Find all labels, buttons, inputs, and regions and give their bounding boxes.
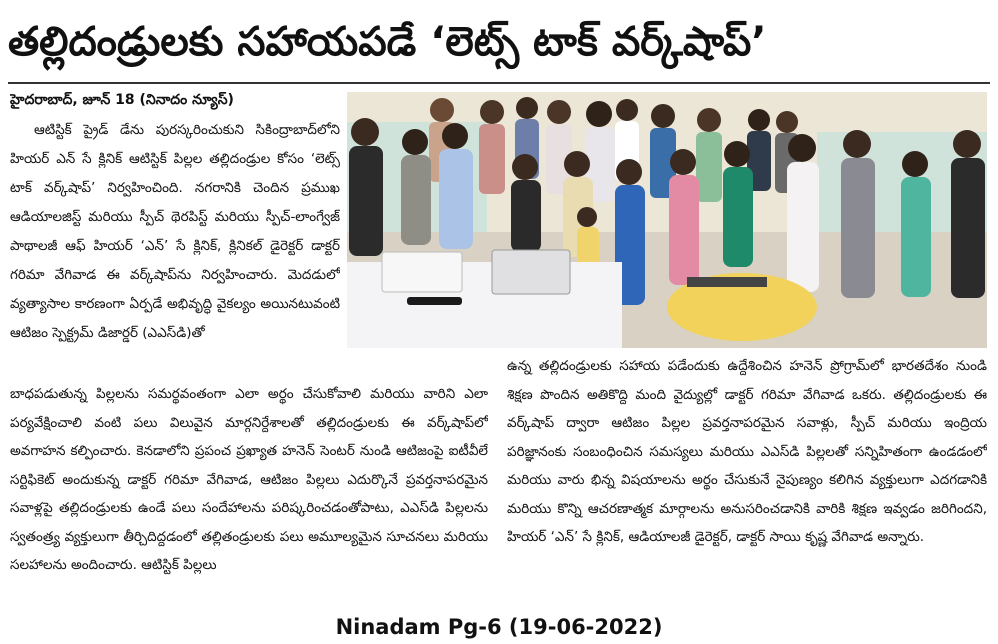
- photo-illustration: [347, 92, 987, 348]
- article-paragraph-left: ఆటిస్టిక్ ప్రైడ్ డేను పురస్కరించుకుని సికింద్రాబాద్‌లోని హియర్ ఎన్ సే క్లినిక్ ఆటిస్టిక్ పిల్లల తల్లిదండ్రుల కోసం ‘లెట్స్ టాక్ వర్క్‌షాప్’ నిర్వహించింది. నగరానికి చెందిన ప్రముఖ ఆడియాలజిస్ట్ మరియు స్పీచ్ థెరపిస్ట్ మరియు స్పీచ్-లాంగ్వేజ్ పాథాలజీ ఆఫ్ హియర్ ‘ఎన్’ సే క్లినిక్, క్లినికల్ డైరెక్టర్ డాక్టర్ గరిమా వేగివాడ ఈ వర్క్‌షాప్‌ను నిర్వహించారు. మెదడులో వ్యత్యాసాల కారణంగా ఏర్పడే అభివృద్ధి వైకల్యం అయినటువంటి ఆటిజం స్పెక్ట్రమ్ డిజార్డర్ (ఎఎస్‌డి)తో: [10, 122, 340, 341]
- photo-laptop-right: [492, 250, 570, 294]
- headline: తల్లిదండ్రులకు సహాయపడే ‘లెట్స్ టాక్ వర్క్‌షాప్’: [8, 19, 767, 65]
- photo-equipment: [687, 277, 767, 287]
- article-paragraph-right: ఉన్న తల్లిదండ్రులకు సహాయ పడేందుకు ఉద్దేశించిన హనెన్ ప్రోగ్రామ్‌లో భారతదేశం నుండి శిక్షణ పొందిన అతికొద్ది మంది వైద్యుల్లో డాక్టర్ గరిమా వేగివాడ ఒకరు. తల్లిదండ్రులకు ఈ వర్క్‌షాప్ ద్వారా ఆటిజం పిల్లల ప్రవర్తనాపరమైన సవాళ్లు, స్పీచ్ మరియు ఇంద్రియ పరిజ్ఞానంకు సంబంధించిన సమస్యలు మరియు ఎఎస్‌డి పిల్లలతో సన్నిహితంగా ఉండడంలో మరియు వారు భిన్న విషయాలను అర్థం చేసుకునే నైపుణ్యం కలిగిన వ్యక్తులుగా ఎదగడానికి మరియు కొన్ని ఆచరణాత్మక మార్గాలను అనుసరించడానికి వారికి శిక్షణ ఇవ్వడం జరిగిందని, హియర్ ‘ఎన్’ సే క్లినిక్, ఆడియాలజీ డైరెక్టర్, డాక్టర్ సాయి కృష్ణ వేగివాడ అన్నారు.: [507, 358, 987, 545]
- article-paragraph-wide: బాధపడుతున్న పిల్లలను సమర్థవంతంగా ఎలా అర్థం చేసుకోవాలి మరియు వారిని ఎలా పర్యవేక్షించాలి వంటి పలు విలువైన మార్గనిర్దేశాలతో తల్లిదండ్రులకు ఈ వర్క్‌షాప్‌లో అవగాహన కల్పించారు. కెనడాలోని ప్రపంచ ప్రఖ్యాత హనెన్ సెంటర్ నుండి ఆటిజంపై ఐటీవీలే సర్టిఫికెట్ అందుకున్న డాక్టర్ గరిమా వేగివాడ, ఆటిజం పిల్లలు ఎదుర్కొనే ప్రవర్తనాపరమైన సవాళ్లపై తల్లిదండ్రులకు ఉండే పలు సందేహాలను పరిష్కరించడంతోపాటు, ఎఎస్‌డి పిల్లలను స్వతంత్ర్య వ్యక్తులుగా తీర్చిదిద్దడంలో తల్లితండ్రులకు పలు అమూల్యమైన సూచనలు మరియు సలహాలను అందించారు. ఆటిస్టిక్ పిల్లలు: [10, 386, 488, 573]
- source-caption: Ninadam Pg-6 (19-06-2022): [335, 615, 663, 639]
- photo-laptop-left: [382, 252, 462, 292]
- group-photo: [347, 92, 987, 348]
- dateline: హైదరాబాద్, జూన్ 18 (నినాదం న్యూస్): [10, 92, 234, 108]
- headline-rule: [8, 82, 990, 84]
- photo-device: [407, 297, 462, 305]
